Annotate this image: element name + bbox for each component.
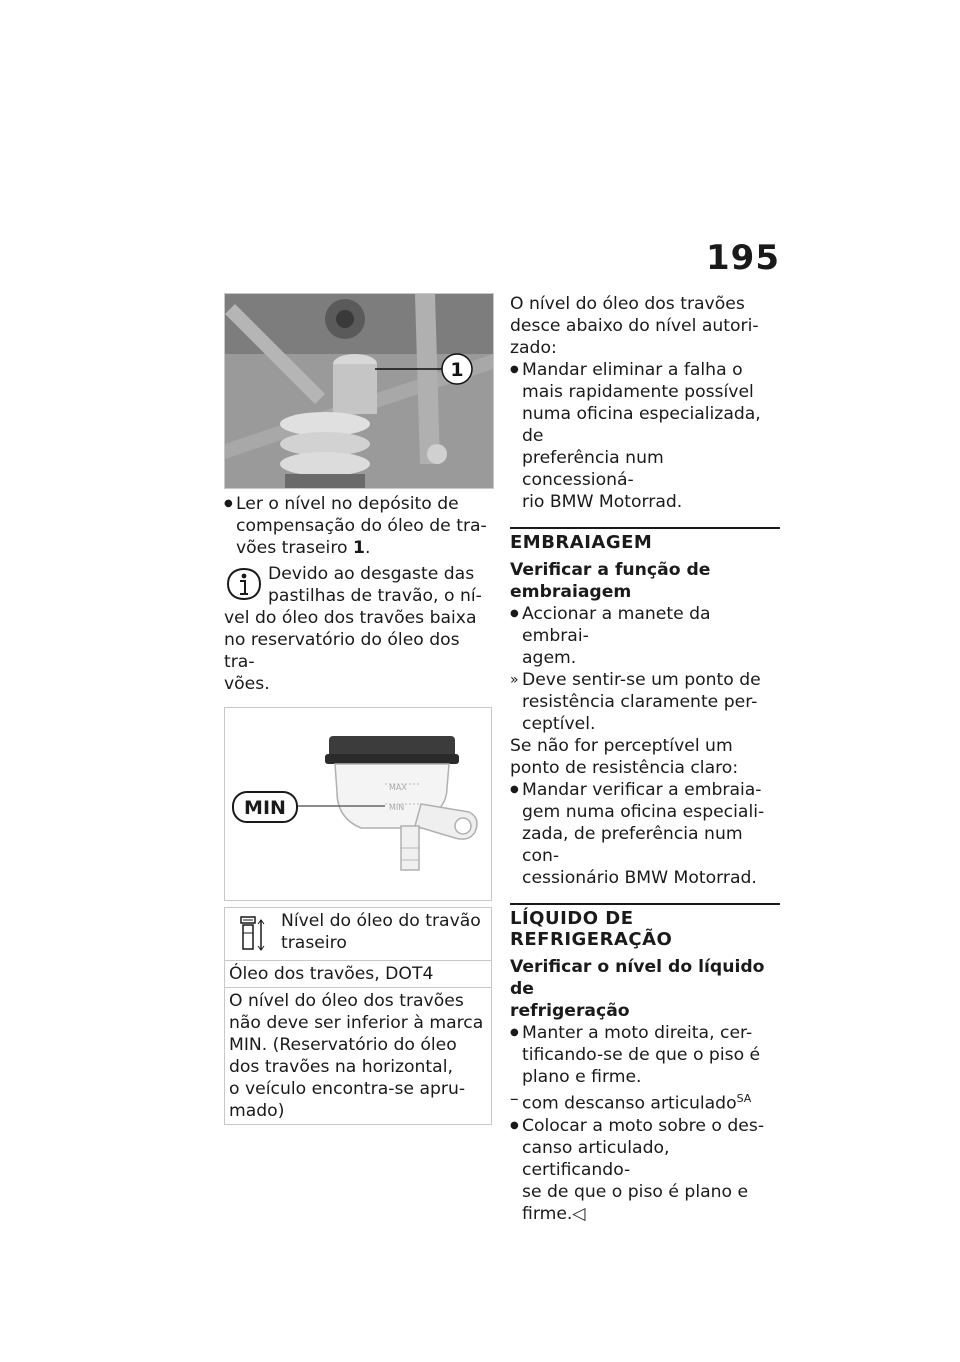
bullet-line: canso articulado, certificando- [522, 1137, 670, 1180]
spec-desc-line: o veículo encontra-se apru- [229, 1079, 466, 1099]
spec-desc-line: dos travões na horizontal, [229, 1057, 453, 1077]
bullet-line [522, 1203, 780, 1225]
info-note [224, 563, 492, 695]
bullet-line: ● Colocar a moto sobre o des- [522, 1115, 765, 1136]
subheading-clutch-check [510, 559, 780, 603]
spec-desc-line: O nível do óleo dos travões [229, 991, 464, 1011]
bullet-line [236, 537, 492, 559]
result-line: » Deve sentir-se um ponto de [522, 670, 761, 690]
condition-line: ponto de resistência claro: [510, 758, 739, 778]
bullet-text: firme. [522, 1203, 573, 1224]
spec-fluid: Óleo dos travões, DOT4 [225, 961, 491, 988]
spec-title-line: Nível do óleo do travão [281, 911, 481, 931]
bullet-line: cessionário BMW Motorrad. [522, 868, 757, 888]
left-column [224, 293, 492, 1125]
section-heading-coolant: LÍQUIDO DE REFRIGERAÇÃO [510, 903, 780, 950]
subheading-line: embraiagem [510, 582, 632, 602]
bullet-line: numa oficina especializada, de [522, 404, 761, 446]
bullet-line: plano e firme. [522, 1067, 642, 1087]
brake-fluid-level-icon [237, 914, 267, 956]
bullet-line: ● Manter a moto direita, cer- [522, 1023, 753, 1043]
spec-description [225, 988, 491, 1124]
bullet-line: ● Mandar verificar a embraia- [522, 780, 762, 800]
spec-title [225, 908, 491, 961]
bullet-line: ● Mandar eliminar a falha o [522, 360, 743, 380]
option-text: com descanso articulado [522, 1093, 737, 1114]
info-line: vel do óleo dos travões baixa [224, 608, 477, 628]
info-line: Devido ao desgaste das [268, 564, 475, 584]
bullet-line: zada, de preferência num con- [522, 824, 743, 866]
info-line: vões. [224, 674, 270, 694]
bullet-line: mais rapidamente possível [522, 382, 754, 402]
condition-line: desce abaixo do nível autori- [510, 316, 759, 336]
bullet-line: ● Accionar a manete da embrai- [522, 604, 711, 646]
callout-reference: 1 [353, 538, 365, 558]
rear-brake-reservoir-photo [224, 293, 494, 489]
result-line: resistência claramente per- [522, 692, 758, 712]
bullet-line: tificando-se de que o piso é [522, 1045, 761, 1065]
bullet-line: rio BMW Motorrad. [522, 492, 683, 512]
bullet-line: ● Ler o nível no depósito de [236, 494, 459, 514]
reservoir-min-diagram [224, 707, 492, 901]
spec-table [224, 907, 492, 1125]
subheading-line: refrigeração [510, 1001, 630, 1021]
subheading-line: Verificar o nível do líquido de [510, 957, 765, 999]
result-line: ceptível. [522, 714, 596, 734]
option-condition [510, 1088, 780, 1115]
end-of-section-icon: ◁ [572, 1203, 586, 1224]
bullet-text: . [364, 538, 371, 558]
fix-fault-bullet [510, 359, 780, 513]
bullet-line: se de que o piso é plano e [522, 1181, 749, 1202]
min-mark: MIN [389, 803, 405, 812]
spec-desc-line: não deve ser inferior à marca [229, 1013, 484, 1033]
option-code: SA [736, 1092, 752, 1105]
check-clutch-bullet [510, 779, 780, 889]
bullet-text: vões traseiro [236, 538, 353, 558]
actuate-lever-bullet [510, 603, 780, 669]
photo-illustration [225, 294, 493, 488]
bullet-line: preferência num concessioná- [522, 448, 664, 490]
bullet-line: gem numa oficina especiali- [522, 802, 765, 822]
bullet-line: agem. [522, 648, 577, 668]
subheading-line: Verificar a função de [510, 560, 711, 580]
keep-upright-bullet [510, 1022, 780, 1088]
condition-line: zado: [510, 338, 557, 358]
callout-number: 1 [450, 359, 464, 381]
read-level-bullet [224, 493, 492, 559]
center-stand-bullet [510, 1115, 780, 1225]
spec-title-line: traseiro [281, 933, 347, 953]
info-line: pastilhas de travão, o ní- [268, 586, 482, 606]
max-mark: MAX [389, 783, 407, 792]
info-line: no reservatório do óleo dos tra- [224, 630, 460, 672]
condition-line: Se não for perceptível um [510, 736, 733, 756]
section-heading-clutch: EMBRAIAGEM [510, 527, 780, 553]
right-column [510, 293, 780, 1225]
condition-line: O nível do óleo dos travões [510, 294, 745, 314]
page-number: 195 [706, 238, 780, 278]
spec-desc-line: MIN. (Reservatório do óleo [229, 1035, 457, 1055]
result-item [510, 669, 780, 735]
info-icon [224, 565, 264, 605]
subheading-coolant-check [510, 956, 780, 1022]
reservoir-diagram [225, 708, 493, 900]
spec-desc-line: mado) [229, 1101, 285, 1121]
min-callout-label: MIN [244, 797, 286, 819]
bullet-line: compensação do óleo de tra- [236, 516, 487, 536]
